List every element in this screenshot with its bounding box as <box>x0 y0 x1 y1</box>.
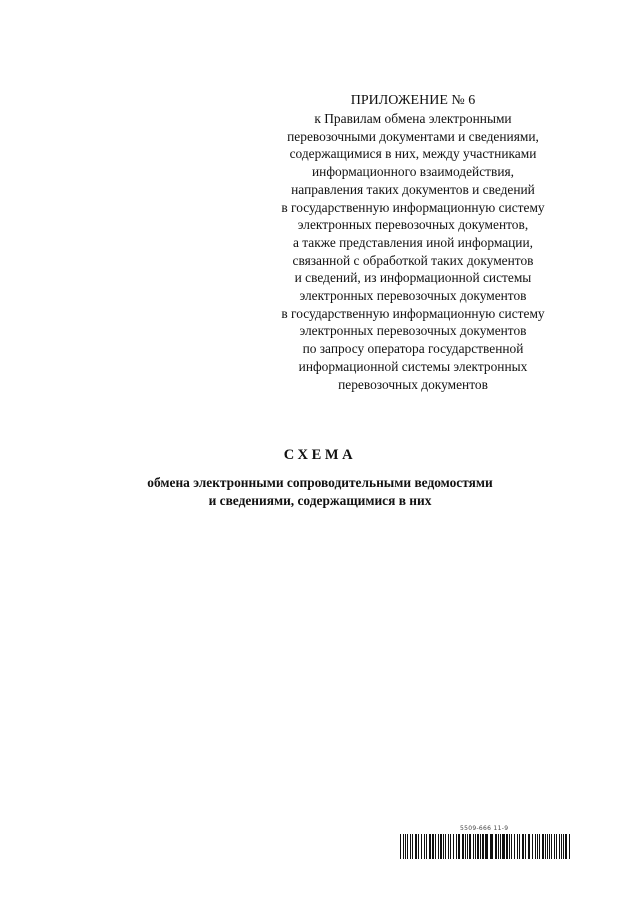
appendix-line: информационной системы электронных <box>298 358 528 374</box>
barcode-bar <box>539 834 540 859</box>
barcode-bar <box>465 834 466 859</box>
barcode-bar <box>424 834 425 859</box>
barcode-bar <box>509 834 510 859</box>
document-title: СХЕМА <box>283 447 357 463</box>
barcode-bar <box>415 834 417 859</box>
appendix-line: перевозочными документами и сведениями, <box>287 128 539 144</box>
barcode-block <box>400 825 570 861</box>
appendix-line: по запросу оператора государственной <box>302 341 524 357</box>
barcode-bar <box>532 834 533 859</box>
barcode-bar <box>495 834 497 859</box>
barcode-bar <box>438 834 439 859</box>
barcode-bar <box>462 834 464 859</box>
appendix-title: ПРИЛОЖЕНИЕ № 6 <box>350 93 476 108</box>
appendix-line: а также представления иной информации, <box>293 234 533 250</box>
barcode-bar <box>443 834 444 859</box>
barcode-bar <box>559 834 560 859</box>
barcode-bar <box>458 834 460 859</box>
barcode-bar <box>477 834 479 859</box>
appendix-line: к Правилам обмена электронными <box>314 111 512 126</box>
barcode-bar <box>448 834 449 859</box>
appendix-line: электронных перевозочных документов <box>299 288 527 304</box>
appendix-line: направления таких документов и сведений <box>291 181 535 197</box>
appendix-line: информационного взаимодействия, <box>312 164 514 180</box>
barcode-bar <box>429 834 431 859</box>
barcode-bar <box>407 834 408 859</box>
barcode-bar <box>517 834 518 859</box>
barcode-bar <box>475 834 476 859</box>
barcode-image <box>400 834 570 859</box>
barcode-bar <box>547 834 548 859</box>
barcode-bar <box>535 834 536 859</box>
barcode-bar <box>473 834 474 859</box>
barcode-bar <box>537 834 538 859</box>
barcode-bar <box>467 834 468 859</box>
barcode-bar <box>556 834 557 859</box>
appendix-line: перевозочных документов <box>338 376 488 392</box>
barcode-bar <box>528 834 530 859</box>
appendix-line: связанной с обработкой таких документов <box>292 252 534 268</box>
barcode-bar <box>490 834 493 859</box>
barcode-bar <box>542 834 544 859</box>
barcode-number: 5509-666 11-9 <box>460 825 509 832</box>
appendix-line: электронных перевозочных документов, <box>297 217 529 233</box>
barcode-bar <box>502 834 505 859</box>
document-subtitle <box>110 474 530 510</box>
barcode-bar <box>469 834 471 859</box>
barcode-bar <box>549 834 550 859</box>
barcode-bar <box>500 834 501 859</box>
subtitle-line: обмена электронными сопроводительными ведомостями <box>147 475 493 490</box>
barcode-bar <box>405 834 406 859</box>
barcode-bar <box>554 834 555 859</box>
subtitle-line: и сведениями, содержащимися в них <box>208 493 432 508</box>
barcode-bar <box>432 834 434 859</box>
barcode-bar <box>514 834 515 859</box>
barcode-bar <box>418 834 419 859</box>
barcode-bar <box>522 834 524 859</box>
barcode-bar <box>569 834 570 859</box>
appendix-line: в государственную информационную систему <box>281 305 545 321</box>
barcode-bar <box>421 834 422 859</box>
appendix-line: электронных перевозочных документов <box>299 323 527 339</box>
barcode-bar <box>519 834 520 859</box>
appendix-line: в государственную информационную систему <box>281 199 545 215</box>
barcode-bar <box>506 834 508 859</box>
appendix-line: и сведений, из информационной системы <box>294 270 532 286</box>
barcode-bar <box>412 834 413 859</box>
barcode-bar <box>450 834 451 859</box>
barcode-bar <box>563 834 564 859</box>
barcode-bar <box>525 834 526 859</box>
barcode-bar <box>403 834 404 859</box>
barcode-bar <box>511 834 512 859</box>
barcode-bar <box>545 834 546 859</box>
barcode-bar <box>485 834 488 859</box>
barcode-bar <box>482 834 484 859</box>
barcode-bar <box>426 834 427 859</box>
appendix-line: содержащимися в них, между участниками <box>289 146 537 162</box>
barcode-bar <box>456 834 457 859</box>
barcode-bar <box>400 834 401 859</box>
barcode-bar <box>551 834 552 859</box>
barcode-bar <box>453 834 454 859</box>
barcode-bar <box>480 834 481 859</box>
barcode-bar <box>435 834 436 859</box>
barcode-bar <box>445 834 446 859</box>
barcode-bar <box>561 834 562 859</box>
barcode-bar <box>498 834 499 859</box>
barcode-bar <box>440 834 442 859</box>
barcode-bar <box>565 834 567 859</box>
barcode-bar <box>410 834 411 859</box>
appendix-header <box>262 92 564 393</box>
